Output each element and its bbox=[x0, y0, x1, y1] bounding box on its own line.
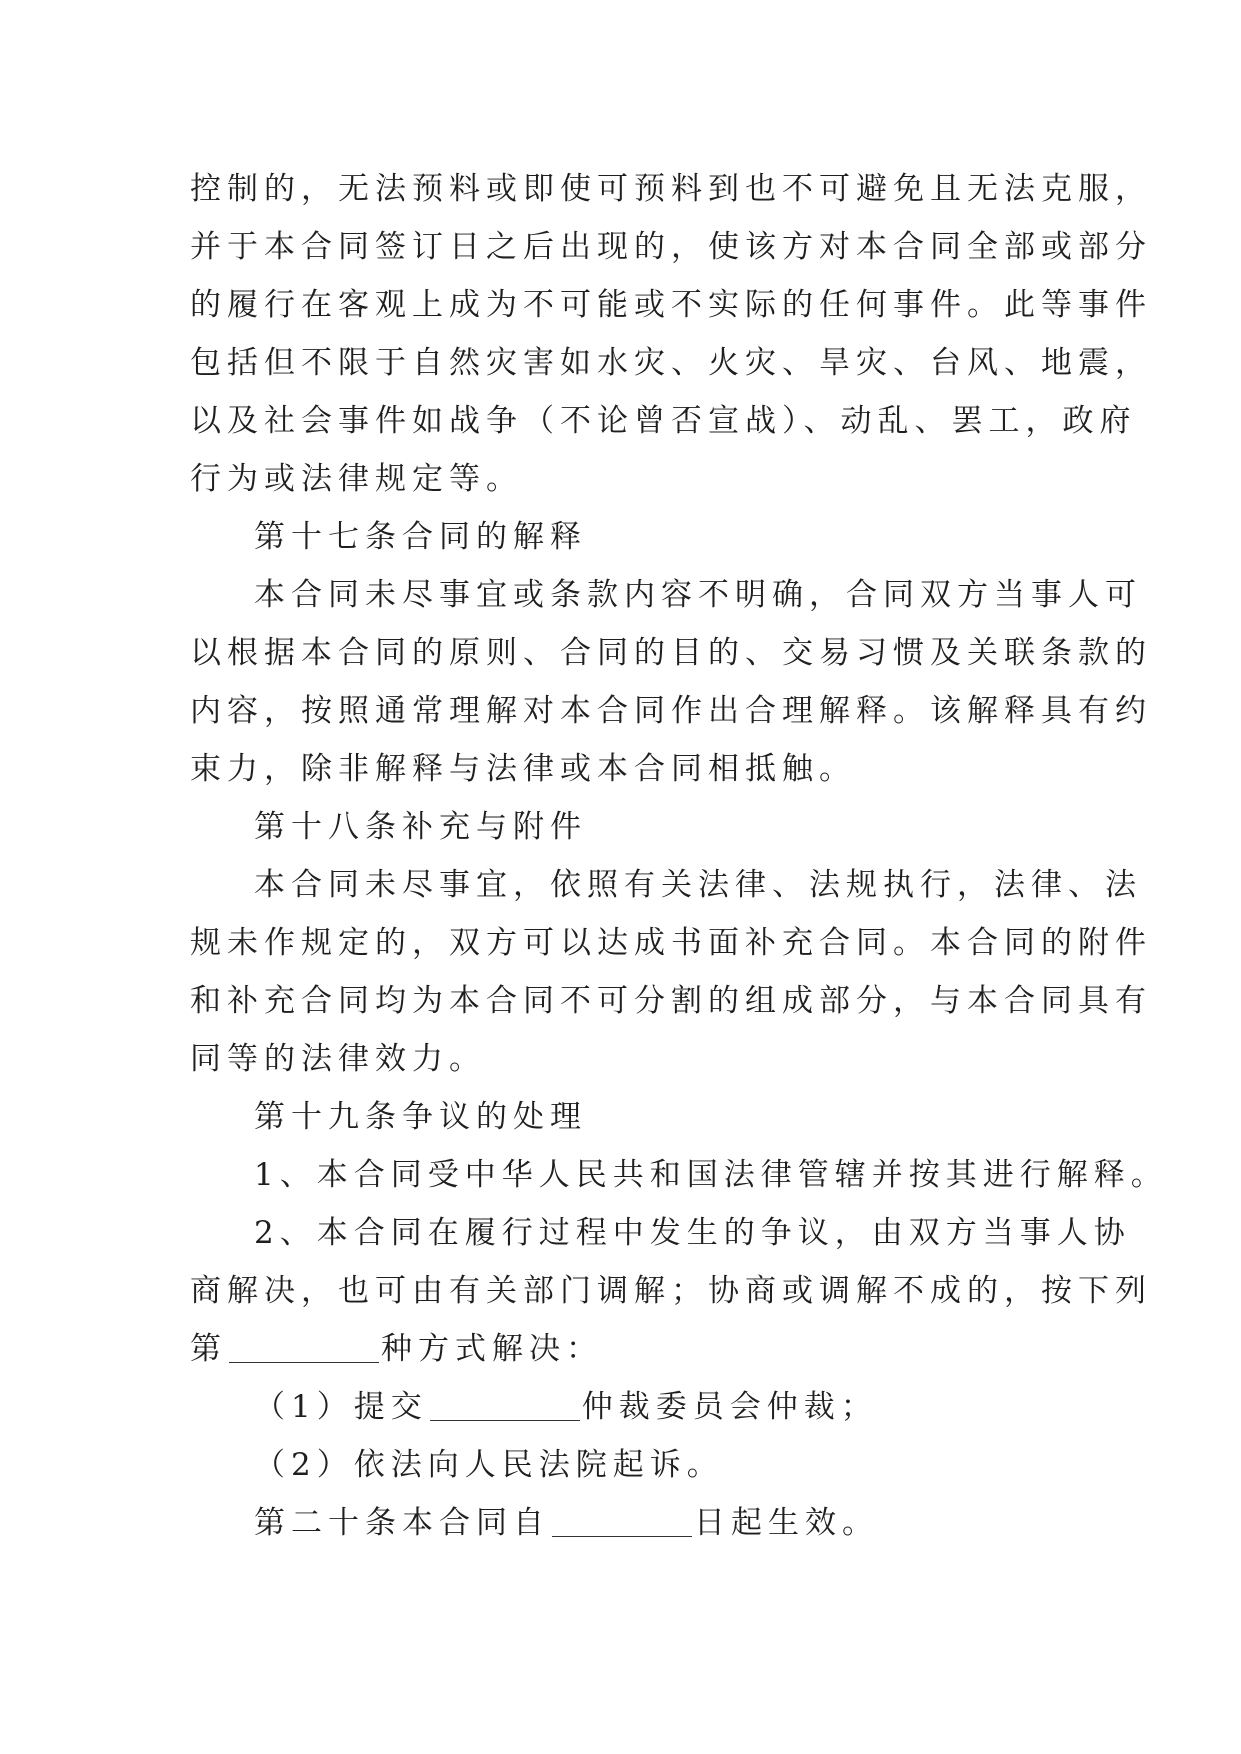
body-line: 并于本合同签订日之后出现的，使该方对本合同全部或部分 bbox=[190, 229, 1152, 265]
body-line: 行为或法律规定等。 bbox=[190, 461, 523, 497]
article-19-heading: 第十九条争议的处理 bbox=[254, 1099, 587, 1135]
article-20-line bbox=[190, 1494, 1070, 1552]
method-prefix: 第 bbox=[190, 1331, 227, 1367]
body-line: 规未作规定的，双方可以达成书面补充合同。本合同的附件 bbox=[190, 925, 1152, 961]
body-line: 商解决，也可由有关部门调解；协商或调解不成的，按下列 bbox=[190, 1273, 1152, 1309]
method-number-blank[interactable] bbox=[229, 1332, 379, 1363]
article-18-heading: 第十八条补充与附件 bbox=[254, 809, 587, 845]
option-2-line: （2）依法向人民法院起诉。 bbox=[254, 1447, 724, 1483]
body-line: 同等的法律效力。 bbox=[190, 1041, 486, 1077]
article-20-prefix: 第二十条本合同自 bbox=[254, 1505, 550, 1541]
body-line: 包括但不限于自然灾害如水灾、火灾、旱灾、台风、地震， bbox=[190, 345, 1152, 381]
effective-date-blank[interactable] bbox=[552, 1506, 692, 1537]
body-line: 以及社会事件如战争（不论曾否宣战）、动乱、罢工，政府 bbox=[190, 403, 1137, 439]
body-line: 本合同未尽事宜或条款内容不明确，合同双方当事人可 bbox=[254, 577, 1142, 613]
document-body bbox=[190, 160, 1168, 1552]
method-suffix: 种方式解决： bbox=[381, 1331, 603, 1367]
body-line: 控制的，无法预料或即使可预料到也不可避免且无法克服， bbox=[190, 171, 1152, 207]
body-line: 束力，除非解释与法律或本合同相抵触。 bbox=[190, 751, 856, 787]
arbitration-committee-blank[interactable] bbox=[430, 1390, 580, 1421]
option-1-line bbox=[190, 1378, 1070, 1436]
option-1-prefix: （1）提交 bbox=[254, 1389, 428, 1425]
option-1-suffix: 仲裁委员会仲裁； bbox=[581, 1389, 878, 1425]
body-line: 内容，按照通常理解对本合同作出合理解释。该解释具有约 bbox=[190, 693, 1152, 729]
article-20-suffix: 日起生效。 bbox=[694, 1505, 879, 1541]
body-line: 本合同未尽事宜，依照有关法律、法规执行，法律、法 bbox=[254, 867, 1142, 903]
body-line: 的履行在客观上成为不可能或不实际的任何事件。此等事件 bbox=[190, 287, 1152, 323]
article-19-method-line bbox=[190, 1320, 1070, 1378]
body-line: 和补充合同均为本合同不可分割的组成部分，与本合同具有 bbox=[190, 983, 1152, 1019]
body-line: 以根据本合同的原则、合同的目的、交易习惯及关联条款的 bbox=[190, 635, 1152, 671]
article-19-item-2: 2、本合同在履行过程中发生的争议，由双方当事人协 bbox=[254, 1215, 1131, 1251]
article-17-heading: 第十七条合同的解释 bbox=[254, 519, 587, 555]
article-19-item-1: 1、本合同受中华人民共和国法律管辖并按其进行解释。 bbox=[254, 1157, 1168, 1193]
